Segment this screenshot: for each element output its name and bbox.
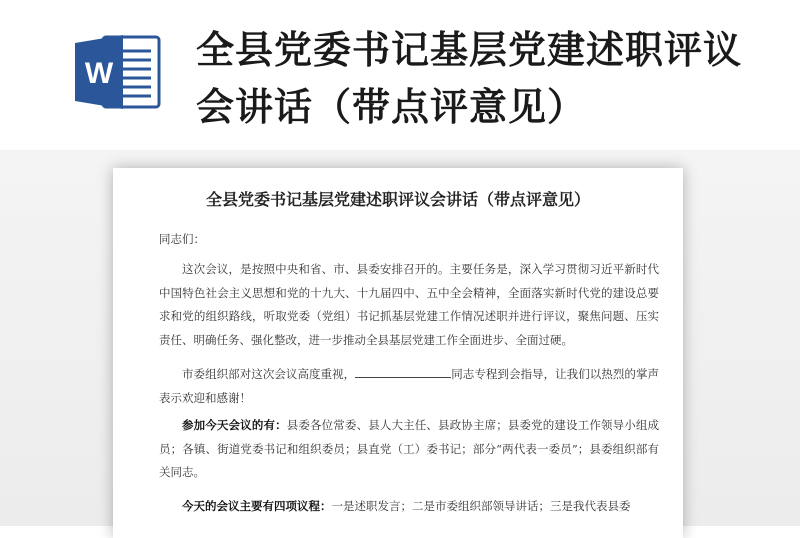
paragraph-2 <box>159 363 659 410</box>
paragraph-2-end: 同志专程到会指导，让我们以热烈的掌声表示欢迎和感谢！ <box>159 367 660 405</box>
paragraph-4-body: 一是述职发言；二是市委组织部领导讲话；三是我代表县委 <box>331 499 631 513</box>
document-page <box>113 168 683 538</box>
page-title: 全县党委书记基层党建述职评议会讲话（带点评意见） <box>196 28 743 129</box>
word-document-icon <box>73 33 165 111</box>
word-icon-letter: W <box>84 57 114 90</box>
paragraph-1: 这次会议，是按照中央和省、市、县委安排召开的。主要任务是，深入学习贯彻习近平新时代中国特色社会主义思想和党的十九大、十九届四中、五中全会精神，全面落实新时代党的建设总要求和党的组织路线，听取党委（党组）书记抓基层党建工作情况述职并进行评议，聚焦问题、压实责任、明确任务、强化整改，进一步推动全县基层党建工作全面进步、全面过硬。 <box>159 262 659 347</box>
paragraph-4 <box>159 495 659 519</box>
header-banner <box>0 0 800 150</box>
paragraph-2-start: 市委组织部对这次会议高度重视， <box>182 367 356 381</box>
paragraph-3-body: 县委各位常委、县人大主任、县政协主席；县委党的建设工作领导小组成员；各镇、街道党委书记和组织委员；县直党（工）委书记；部分“两代表一委员”；县委组织部有关同志。 <box>159 418 660 479</box>
paragraph-3-heading: 参加今天会议的有： <box>182 418 287 432</box>
document-title: 全县党委书记基层党建述职评议会讲话（带点评意见） <box>205 190 590 209</box>
name-blank-line <box>355 364 451 378</box>
paragraph-3 <box>159 414 659 485</box>
paragraph-4-heading: 今天的会议主要有四项议程： <box>182 499 332 513</box>
salutation: 同志们： <box>159 232 205 246</box>
